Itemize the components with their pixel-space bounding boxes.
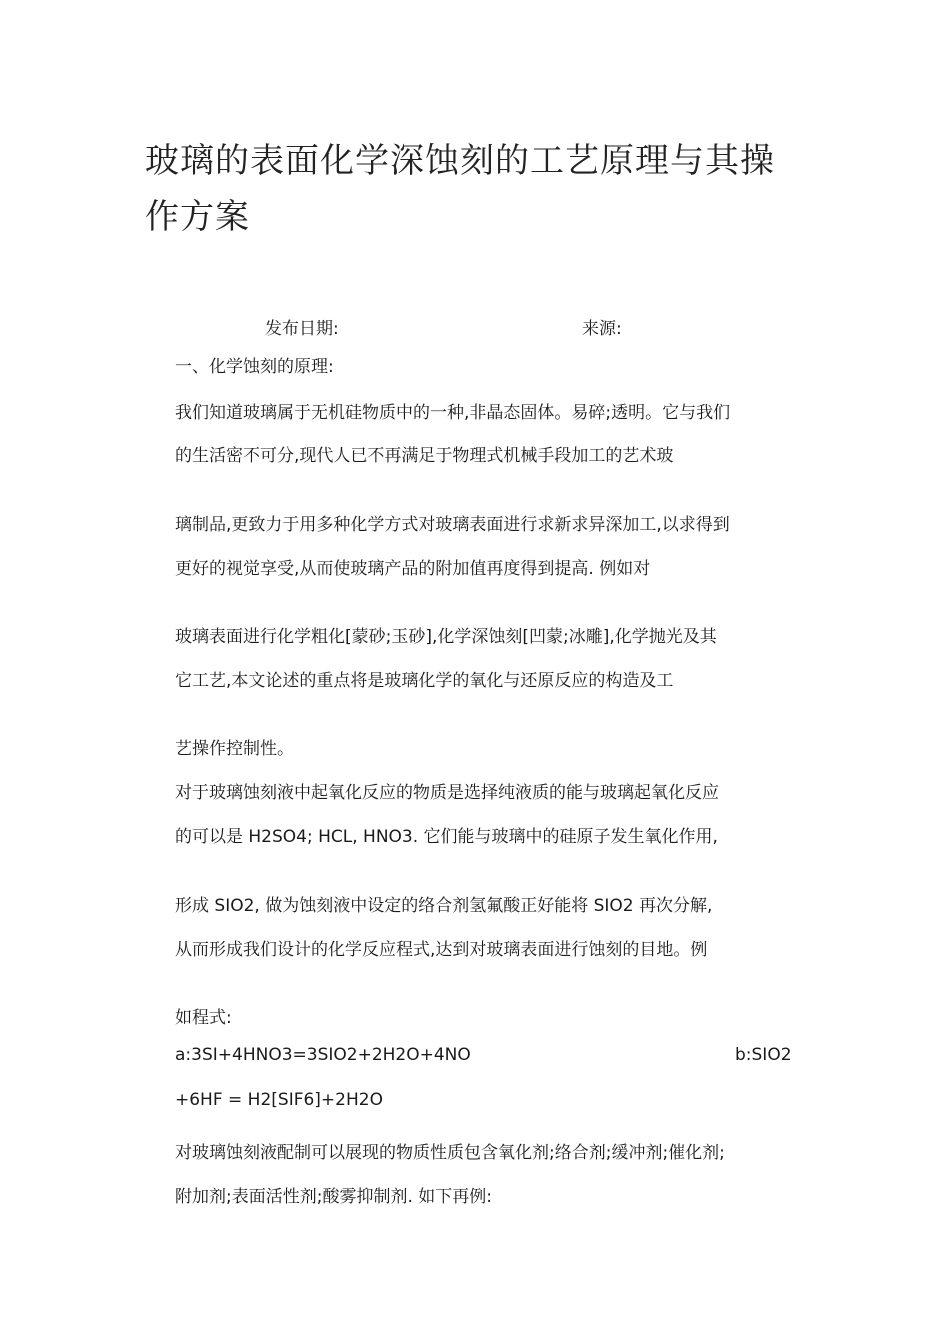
paragraph-line: 我们知道玻璃属于无机硅物质中的一种,非晶态固体。易碎;透明。它与我们	[175, 403, 731, 423]
paragraph-line: 更好的视觉享受,从而使玻璃产品的附加值再度得到提高. 例如对	[175, 559, 651, 579]
title-line-2: 作方案	[145, 197, 250, 237]
equation-b-continuation: +6HF = H2[SIF6]+2H2O	[175, 1090, 383, 1110]
paragraph-line: 形成 SIO2, 做为蚀刻液中设定的络合剂氢氟酸正好能将 SIO2 再次分解,	[175, 896, 713, 916]
paragraph-line: 的可以是 H2SO4; HCL, HNO3. 它们能与玻璃中的硅原子发生氧化作用,	[175, 827, 718, 847]
equation-a: a:3SI+4HNO3=3SIO2+2H2O+4NO	[175, 1045, 471, 1065]
paragraph-line: 如程式:	[175, 1008, 232, 1028]
paragraph-line: 对玻璃蚀刻液配制可以展现的物质性质包含氧化剂;络合剂;缓冲剂;催化剂;	[175, 1143, 725, 1163]
publish-date-label: 发布日期:	[265, 319, 339, 339]
paragraph-line: 璃制品,更致力于用多种化学方式对玻璃表面进行求新求异深加工,以求得到	[175, 515, 730, 535]
paragraph-line: 的生活密不可分,现代人已不再满足于物理式机械手段加工的艺术玻	[175, 446, 674, 466]
title-line-1: 玻璃的表面化学深蚀刻的工艺原理与其操	[145, 141, 775, 181]
paragraph-line: 对于玻璃蚀刻液中起氧化反应的物质是选择纯液质的能与玻璃起氧化反应	[175, 783, 719, 803]
source-label: 来源:	[582, 319, 622, 339]
section-heading: 一、化学蚀刻的原理:	[175, 357, 334, 377]
paragraph-line: 从而形成我们设计的化学反应程式,达到对玻璃表面进行蚀刻的目地。例	[175, 940, 708, 960]
paragraph-line: 艺操作控制性。	[175, 739, 294, 759]
document-title	[145, 133, 825, 245]
paragraph-line: 玻璃表面进行化学粗化[蒙砂;玉砂],化学深蚀刻[凹蒙;冰雕],化学抛光及其	[175, 627, 717, 647]
equation-b-start: b:SIO2	[735, 1045, 792, 1065]
paragraph-line: 它工艺,本文论述的重点将是玻璃化学的氧化与还原反应的构造及工	[175, 671, 674, 691]
paragraph-line: 附加剂;表面活性剂;酸雾抑制剂. 如下再例:	[175, 1187, 492, 1207]
